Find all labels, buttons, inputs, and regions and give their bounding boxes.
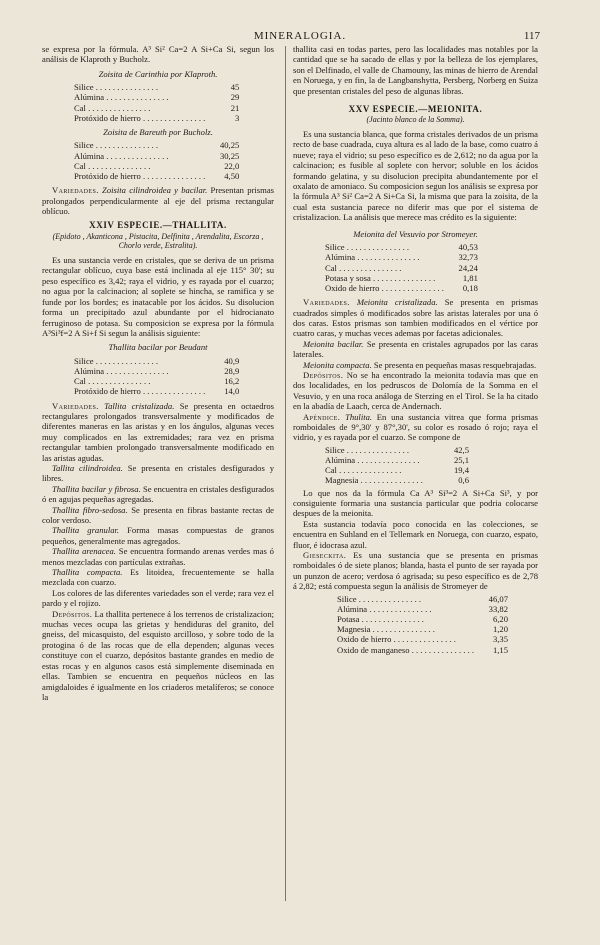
component-name: Cal . . .: [325, 263, 444, 273]
right-intro: thallita casi en todas partes, pero las localidades mas notables por la cantidad que se ha sacado de ellas y por la belleza de los ejemplares, son el Delfinado, el valle de Chamouny, las minas de hierro de Arendal en Noruega, y en fin, la de Langbanshytta, Persberg, Norberg en Suiza que presentan cristales del peso de algunas libras.: [293, 44, 538, 96]
page-number: 117: [523, 30, 540, 42]
table-row: [74, 171, 239, 181]
table-row: [74, 92, 239, 102]
varieties-label: Variedades.: [52, 185, 99, 196]
component-name: Potasa . . .: [337, 614, 474, 624]
table-row: [74, 151, 239, 161]
component-value: 0,18: [462, 282, 478, 293]
component-name: Cal . . .: [74, 161, 205, 171]
component-value: 1,81: [462, 272, 478, 283]
variety-name: Thallita arenacea.: [52, 546, 116, 557]
variety-text: Se presenta en cristales agrupados por las caras laterales.: [293, 338, 538, 360]
page-header: [0, 30, 600, 44]
colors-paragraph: Los colores de las diferentes variedades son el verde; rara vez el pardo y el rojizo.: [42, 587, 274, 609]
table-row: [325, 445, 469, 455]
varieties-label: Variedades.: [52, 400, 99, 411]
variety-paragraph: [42, 484, 274, 505]
component-value: 4,50: [224, 171, 240, 182]
left-column: [42, 44, 274, 702]
component-value: 16,2: [224, 376, 240, 387]
variety-paragraph: [42, 567, 274, 588]
component-name: Alúmina . . .: [74, 151, 205, 161]
gieseckita-text: Es una sustancia que se presenta en prismas romboidales ó de siete planos; blanda, hasta el punto de ser rayada por un punzon de acero; verdosa ó agrisada; su peso específico es de 2,78 á 2,82; está compuesta segun la análisis de Stromeyer de: [293, 550, 538, 592]
variety-text: Se presenta en fibras bastante rectas de color verdoso.: [42, 504, 275, 525]
running-title: MINERALOGIA.: [253, 30, 347, 42]
variety-name: Tallita cristalizada.: [104, 400, 175, 411]
table-row: [325, 465, 469, 475]
component-value: 6,20: [492, 614, 509, 625]
table-row: [337, 614, 508, 624]
variety-name: Thallita compacta.: [52, 567, 123, 578]
varieties-paragraph: [42, 185, 274, 216]
variety-text: Se presenta en cristales desfigurados y libres.: [42, 462, 274, 484]
component-value: 32,73: [458, 252, 478, 263]
deposits-text: No se ha encontrado la meionita todavía mas que en dos localidades, en los pedruscos de Dolomía de la Somma en el Vesuvio, y en una roca análoga de Sterzing en el Tirol. Se la ha citado en la abadía de Laach, cerca de Andernach.: [293, 369, 538, 412]
variety-text: Presentan prismas prolongados perpendicularmente al eje del prisma rectangular oblícuo.: [42, 185, 274, 217]
component-name: Alúmina . . .: [325, 455, 435, 465]
variety-name: Meionita bacilar.: [303, 338, 364, 349]
variety-text: Se encuentra en cristales desfigurados ó en agujas pequeñas agregadas.: [42, 483, 274, 505]
variety-name: Thallita granular.: [52, 525, 120, 536]
description-paragraph: Es una sustancia verde en cristales, que se deriva de un prisma rectangular oblícuo, cuya base está inclinada al eje 115° 30'; su peso específico es 3,42; raya el vidrio, y es rayada por el cuarzo; no agua por la calcinacion; al soplete se hincha, se ramifica y se funde por los bordes; es inatacable por los ácidos. Su disolucion forma un precipitado azul abundante por el hidrocianato ferruginoso de potasa. Su composicion se expresa por la fórmula A³Si³f=2 A Si+f Si segun la análisis siguiente:: [42, 255, 274, 338]
analysis-title: Meionita del Vesuvio por Stromeyer.: [353, 228, 478, 239]
component-value: 1,20: [492, 624, 509, 635]
component-name: Silice . . .: [325, 445, 435, 455]
variety-paragraph: [42, 546, 274, 567]
table-row: [337, 634, 508, 644]
table-row: [337, 624, 508, 634]
species-heading: XXV ESPECIE.—MEIONITA.: [348, 104, 483, 115]
table-row: [74, 161, 239, 171]
analysis-table: [337, 594, 508, 655]
variety-name: Thallita bacilar y fibrosa.: [52, 483, 141, 494]
table-row: [74, 113, 239, 123]
right-column: [293, 44, 538, 657]
variety-text: Se presenta en octaedros rectangulares prolongados transversalmente y modificados de diferentes maneras en las aristas y en los ángulos, algunas veces muy complicados en las extremidades; rara vez en prisma rectangular tambien prolongado transversalmente modificado en las aristas agudas.: [42, 400, 274, 463]
table-row: [325, 242, 478, 252]
table-row: [74, 140, 239, 150]
component-name: Magnesia . . .: [337, 624, 474, 634]
component-value: 3,35: [492, 634, 509, 645]
variety-paragraph: [42, 525, 274, 546]
table-row: [325, 455, 469, 465]
variety-paragraph: [42, 463, 274, 484]
variety-paragraph: [293, 339, 538, 360]
variety-name: Zoisita cilindroidea y bacilar.: [102, 185, 208, 196]
component-name: Silice . . .: [337, 594, 474, 604]
table-row: [325, 283, 478, 293]
appendix-label: Apéndice.: [303, 411, 341, 422]
component-name: Protóxido de hierro . . .: [74, 171, 205, 181]
table-row: [325, 475, 469, 485]
table-row: [325, 263, 478, 273]
component-value: 46,07: [488, 593, 509, 604]
deposits-paragraph: [42, 609, 274, 703]
table-row: [74, 386, 239, 396]
component-name: Cal . . .: [74, 376, 205, 386]
analysis-table: [74, 356, 239, 397]
table-row: [325, 273, 478, 283]
variety-paragraph: [293, 360, 538, 370]
variety-text: Se presenta en prismas cuadrados simples ó modificados sobre las aristas laterales por una ó dos caras. Estos prismas son tambien modificados en el vértice por cuatro caras, y muchas veces ademas por facetas adicionales.: [293, 297, 538, 339]
component-value: 45: [230, 82, 240, 93]
description-paragraph: Es una sustancia blanca, que forma cristales derivados de un prisma recto de base cuadrada, cuya altura es al lado de la base, como cuatro á nueve; raya el vidrio; su peso específico es de 2,612; no da agua por la calcinacion; es fusible al soplete con hervor; soluble en los ácidos formando gelatina, y su disolucion precipita abundantemente por el oxalato de amoniaco. Su composicion segun los análisis se expresa por la fórmula A³ Si² Ca=2 A Si+Ca Si, la misma que para la zoisita, de la cual esta sustancia parece no diferir mas que por el sistema de cristalizacion. La análisis que merece mas crédito es la siguiente:: [293, 129, 538, 223]
component-value: 40,53: [458, 242, 478, 253]
variety-name: Meionita cristalizada.: [356, 297, 438, 308]
component-value: 40,9: [224, 355, 240, 366]
component-value: 3: [235, 112, 240, 123]
species-synonyms: (Epidoto , Akanticona , Pistacita, Delfinita , Arendalita, Escorza , Chorlo verde, Estralita).: [52, 231, 264, 251]
appendix-paragraph: [293, 412, 538, 443]
analysis-table: [74, 140, 239, 181]
component-value: 19,4: [453, 465, 469, 476]
component-name: Silice . . .: [74, 356, 205, 366]
table-row: [74, 376, 239, 386]
component-name: Alúmina . . .: [74, 92, 205, 102]
analysis-table: [74, 82, 239, 123]
column-divider: [285, 46, 286, 901]
variety-name: Tallita cilindroidea.: [52, 462, 123, 473]
deposits-label: Depósitos.: [303, 369, 344, 380]
component-name: Silice . . .: [325, 242, 444, 252]
component-value: 24,24: [458, 262, 478, 273]
analysis-title: Zoisita de Carinthia por Klaproth.: [98, 68, 218, 79]
component-value: 28,9: [224, 365, 240, 376]
component-value: 40,25: [219, 140, 240, 151]
deposits-paragraph: [293, 370, 538, 412]
component-name: Alúmina . . .: [325, 252, 444, 262]
variety-paragraph: [42, 505, 274, 526]
component-name: Oxido de hierro . . .: [325, 283, 444, 293]
analysis-table: [325, 445, 469, 486]
table-row: [74, 82, 239, 92]
varieties-label: Variedades.: [303, 297, 350, 308]
variety-text: Se encuentra formando arenas verdes mas ó menos mezcladas con partículas extrañas.: [42, 546, 274, 567]
component-name: Magnesia . . .: [325, 475, 435, 485]
component-value: 1,15: [492, 644, 509, 655]
table-row: [74, 103, 239, 113]
variety-text: Forma masas compuestas de granos pequeños, generalmente mas agregados.: [42, 525, 274, 546]
component-value: 29: [230, 92, 240, 103]
deposits-text: La thallita pertenece á los terrenos de cristalizacion; muchas veces ocupa las grietas y hendiduras del granito, del gneiss, del micasquisto, del esquisto arcilloso, y sobre todo de la protogina ó de las rocas que de ella dependen; algunas veces constituye con el cuarzo, depósitos bastante grandes en medio de estas rocas y en algunos casos está simplemente diseminada en ellas. Tambien se encuentra en pequeños núcleos en las amigdaloides é igualmente en los criaderos metalíferos; se conoce la: [42, 608, 274, 702]
gieseckita-paragraph: [293, 550, 538, 592]
component-name: Alúmina . . .: [74, 366, 205, 376]
table-row: [74, 356, 239, 366]
component-name: Oxido de hierro . . .: [337, 634, 474, 644]
component-value: 42,5: [453, 444, 469, 455]
table-row: [337, 594, 508, 604]
analysis-title: Zoisita de Bareuth por Bucholz.: [103, 127, 213, 138]
appendix-text: En una sustancia vitrea que forma prismas romboidales de 9°,30' y 87°,30', su color es rosado ó rojo; raya el vidrio, y es rayada por el cuarzo. Se compone de: [293, 411, 539, 443]
component-value: 22,0: [224, 160, 240, 171]
variety-name: Meionita compacta.: [303, 359, 372, 370]
component-name: Silice . . .: [74, 82, 205, 92]
formula-paragraph: Lo que nos da la fórmula Ca A³ Si³=2 A Si+Ca Si³, y por consiguiente formaria una sustancia particular que podria colocarse despues de la meionita.: [293, 487, 538, 519]
variety-text: Es litoidea, frecuentemente se halla mezclada con cuarzo.: [42, 567, 275, 588]
component-value: 33,82: [488, 603, 509, 614]
varieties-paragraph: [293, 297, 538, 339]
component-name: Protóxido de hierro . . .: [74, 386, 205, 396]
deposits-label: Depósitos.: [52, 608, 93, 619]
occurrence-paragraph: Esta sustancia todavía poco conocida en las colecciones, se encuentra en Suhland en el Tellemark en Noruega, con cuarzo, espato, fluor, é idocrasa azul.: [293, 518, 538, 550]
varieties-paragraph: [42, 401, 274, 463]
component-name: Potasa y sosa . . .: [325, 273, 444, 283]
component-value: 21: [230, 102, 240, 113]
table-row: [337, 645, 508, 655]
table-row: [325, 252, 478, 262]
component-name: Silice . . .: [74, 140, 205, 150]
left-intro: se expresa por la fórmula. A³ Si² Ca=2 A Si+Ca Si, segun los análisis de Klaproth y Bucholz.: [42, 44, 274, 65]
analysis-title: Thallita bacilar por Beudant: [108, 342, 208, 353]
component-value: 30,25: [219, 150, 240, 161]
appendix-mineral: Thulita.: [345, 411, 373, 422]
component-name: Oxido de manganeso . . .: [337, 645, 474, 655]
component-value: 14,0: [224, 386, 240, 397]
component-name: Alúmina . . .: [337, 604, 474, 614]
table-row: [74, 366, 239, 376]
component-value: 25,1: [453, 455, 469, 465]
variety-name: Thallita fibro-sedosa.: [52, 504, 128, 515]
component-name: Protóxido de hierro . . .: [74, 113, 205, 123]
species-heading: XXIV ESPECIE.—THALLITA.: [89, 220, 227, 231]
gieseckita-label: Gieseckita.: [303, 550, 347, 561]
species-synonyms: (Jacinto blanco de la Somma).: [366, 115, 465, 125]
component-name: Cal . . .: [325, 465, 435, 475]
analysis-table: [325, 242, 478, 293]
component-value: 0,6: [458, 475, 469, 486]
component-name: Cal . . .: [74, 103, 205, 113]
variety-text: Se presenta en pequeñas masas resquebrajadas.: [371, 359, 537, 370]
table-row: [337, 604, 508, 614]
